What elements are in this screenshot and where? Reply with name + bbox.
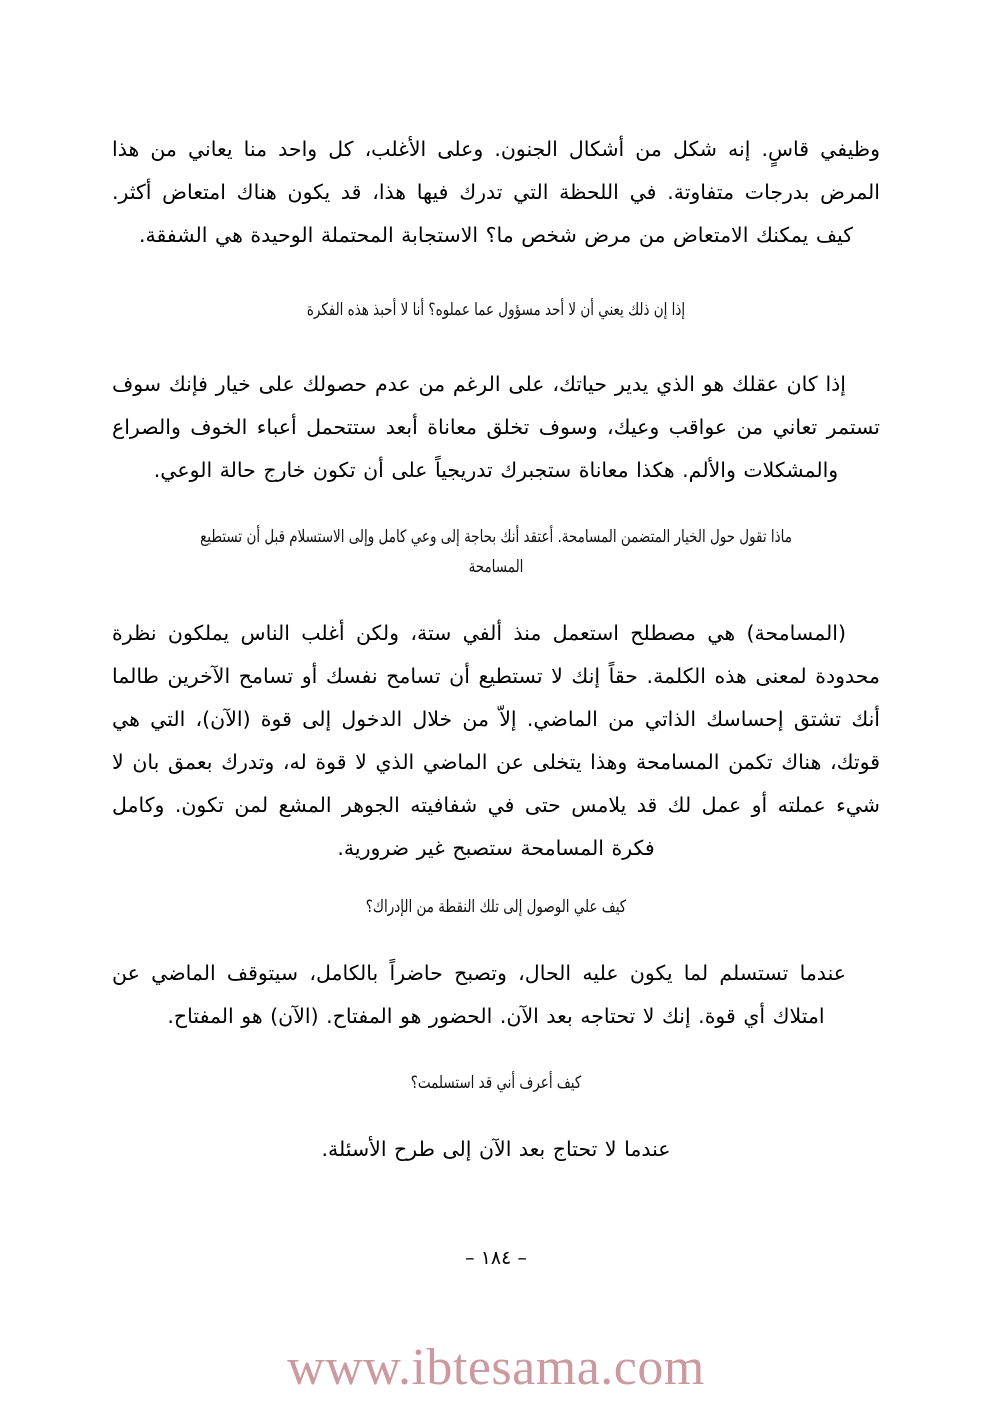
body-paragraph-5: عندما لا تحتاج بعد الآن إلى طرح الأسئلة.	[321, 1137, 671, 1161]
dialogue-question-4: كيف أعرف أني قد استسلمت؟	[410, 1073, 582, 1093]
dialogue-question-1: إذا إن ذلك يعني أن لا أحد مسؤول عما عملوه؟ أنا لا أحبذ هذه الفكرة	[306, 300, 686, 320]
body-paragraph-3: (المسامحة) هي مصطلح استعمل منذ ألفي ستة، ولكن أغلب الناس يملكون نظرة محدودة لمعنى هذه الكلمة. حقاً إنك لا تستطيع أن تسامح نفسك أو تسامح الآخرين طالما أنك تشتق إحساسك الذاتي من الماضي. إلاّ من خلال الدخول إلى قوة (الآن)، التي هي قوتك، هناك تكمن المسامحة وهذا يتخلى عن الماضي الذي لا قوة له، وتدرك بعمق بان لا شيء عملته أو عمل لك قد يلامس حتى في شفافيته الجوهر المشع لمن تكون. وكامل فكرة المسامحة ستصبح غير ضرورية.	[112, 621, 880, 860]
spacer	[112, 325, 880, 363]
spacer	[112, 1038, 880, 1068]
page-number: – ١٨٤ –	[465, 1247, 527, 1269]
body-paragraph-4: عندما تستسلم لما يكون عليه الحال، وتصبح حاضراً بالكامل، سيتوقف الماضي عن امتلاك أي قوة. إنك لا تحتاجه بعد الآن. الحضور هو المفتاح. (الآن) هو المفتاح.	[112, 961, 846, 1028]
spacer	[112, 492, 880, 522]
spacer	[112, 257, 880, 295]
spacer	[112, 870, 880, 892]
page-content	[112, 128, 880, 1171]
body-paragraph-1: وظيفي قاسٍ. إنه شكل من أشكال الجنون. وعلى الأغلب، كل واحد منا يعاني من هذا المرض بدرجات متفاوتة. في اللحظة التي تدرك فيها هذا، قد يكون هناك امتعاض أكثر. كيف يمكنك الامتعاض من مرض شخص ما؟ الاستجابة المحتملة الوحيدة هي الشفقة.	[112, 137, 880, 247]
body-paragraph-2: إذا كان عقلك هو الذي يدير حياتك، على الرغم من عدم حصولك على خيار فإنك سوف تستمر تعاني من عواقب وعيك، وسوف تخلق معاناة أبعد ستتحمل أعباء الخوف والصراع والمشكلات والألم. هكذا معاناة ستجبرك تدريجياً على أن تكون خارج حالة الوعي.	[112, 372, 880, 482]
spacer	[112, 582, 880, 612]
dialogue-question-2: ماذا تقول حول الخيار المتضمن المسامحة. أعتقد أنك بحاجة إلى وعي كامل وإلى الاستسلام قبل أن تستطيع المسامحة	[200, 527, 792, 577]
spacer	[112, 1098, 880, 1128]
spacer	[112, 922, 880, 952]
site-watermark: www.ibtesama.com	[287, 1339, 705, 1396]
dialogue-question-3: كيف علي الوصول إلى تلك النقطة من الإدراك؟	[365, 897, 627, 917]
